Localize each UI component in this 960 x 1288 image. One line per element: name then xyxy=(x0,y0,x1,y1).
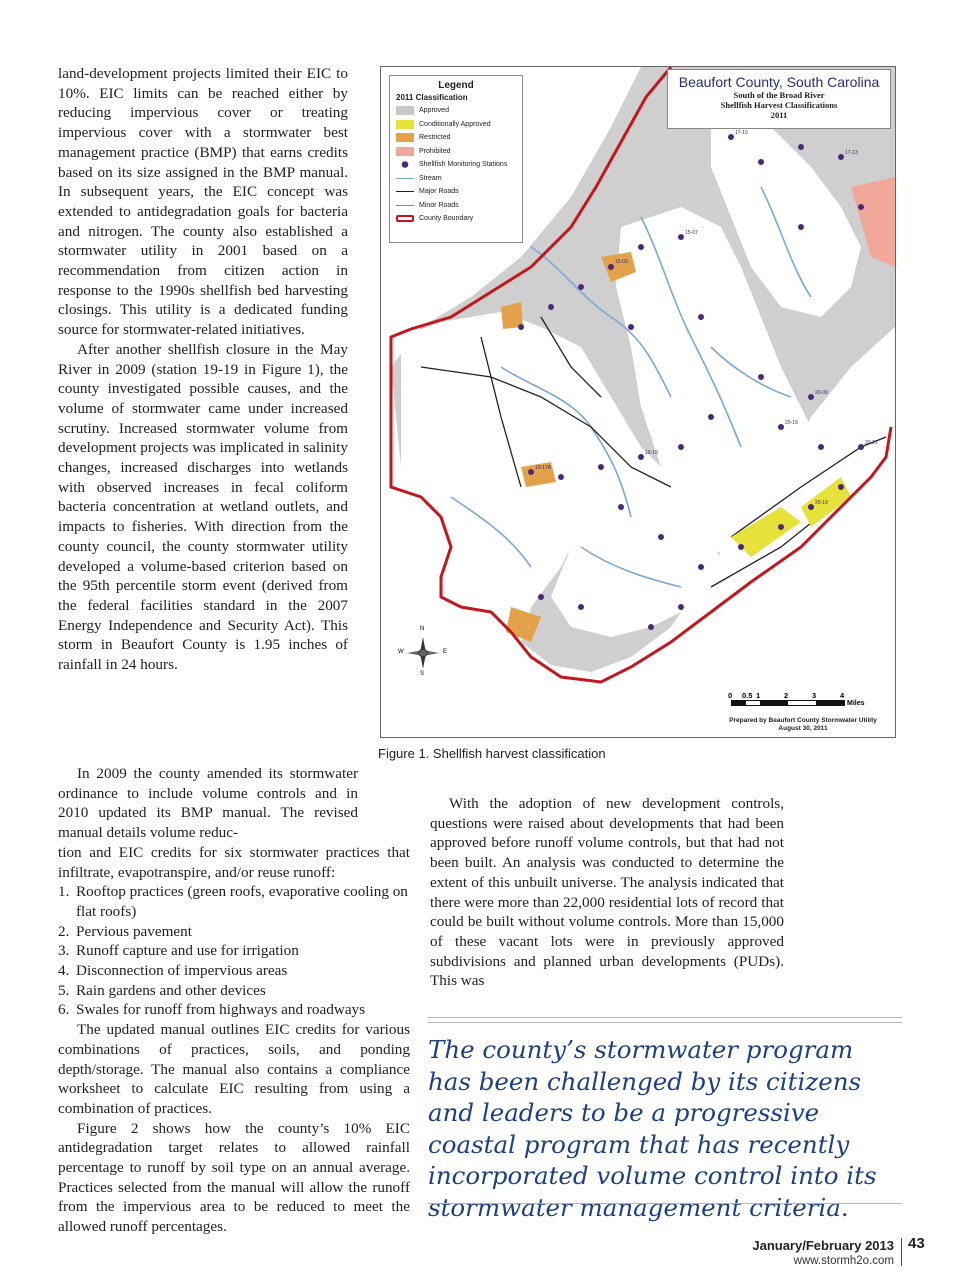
legend-item xyxy=(396,199,522,213)
legend-item xyxy=(396,118,522,132)
scale-bar xyxy=(728,691,881,711)
legend-item xyxy=(396,145,522,159)
map-subtitle: 2011 xyxy=(770,110,788,120)
legend-item xyxy=(396,212,522,226)
scale-label: 1 xyxy=(756,691,761,700)
list-item xyxy=(58,981,410,1001)
compass-rose xyxy=(398,626,448,677)
station-label: 19-19 xyxy=(645,450,658,456)
legend-label: Prohibited xyxy=(419,147,451,155)
legend-label: Shellfish Monitoring Stations xyxy=(419,161,508,169)
list-item-number: 6. xyxy=(58,1001,70,1019)
map-legend xyxy=(389,75,523,243)
station-label: 20-15 xyxy=(785,420,798,426)
list-item-number: 2. xyxy=(58,922,70,940)
legend-item xyxy=(396,172,522,186)
station-label: 19-17A xyxy=(535,465,552,471)
legend-label: Conditionally Approved xyxy=(419,120,491,128)
list-item-text: Disconnection of impervious areas xyxy=(76,962,288,980)
left-column-top xyxy=(58,64,348,675)
list-item xyxy=(58,922,410,942)
paragraph: With the adoption of new development controls, questions were raised about developments that had been approved before runoff volume controls, but that had not been built. An analysis was conducted to determine the extent of this unbuilt universe. The analysis indicated that there were more than 22,000 residential lots of record that could be built without volume controls. More than 15,000 of these vacant lots were in previously approved subdivisions and planned urban developments (PUDs). This was xyxy=(430,795,784,990)
scale-label: 4 xyxy=(840,691,845,700)
legend-label: Minor Roads xyxy=(419,201,459,209)
station-label: 20-21 xyxy=(865,440,878,446)
legend-label: Major Roads xyxy=(419,188,459,196)
footer-url[interactable]: www.stormh2o.com xyxy=(793,1255,894,1267)
compass-s: S xyxy=(420,671,425,677)
pullquote-rule-top xyxy=(428,1022,902,1023)
page-number: 43 xyxy=(908,1235,925,1252)
list-item-text: Runoff capture and use for irrigation xyxy=(76,942,299,960)
legend-item xyxy=(396,131,522,145)
compass-e: E xyxy=(443,649,448,655)
scale-label: 0.5 xyxy=(742,691,753,700)
shellfish-map-figure xyxy=(380,66,896,738)
paragraph: land-development projects limited their EIC to 10%. EIC limits can be reached either by reducing impervious cover or treating impervious cover with a stormwater best management practice (BMP) that earns credits based on its size assigned in the BMP manual. In subsequent years, the EIC concept was extended to antidegradation goals for bacteria and nitrogen. The county also established a stormwater utility in 2001 based on a recommendation from citizen action in response to the 1990s shellfish bed harvesting closings. This utility is a dedicated funding source for stormwater-related initiatives. xyxy=(58,65,348,339)
prepared-by-text: Prepared by Beaufort County Stormwater Utility xyxy=(729,717,877,724)
compass-n: N xyxy=(420,626,425,632)
legend-swatch xyxy=(396,106,414,115)
legend-subtitle: 2011 Classification xyxy=(396,93,468,102)
legend-swatch xyxy=(396,147,414,156)
legend-label: Stream xyxy=(419,174,442,182)
legend-list xyxy=(390,104,522,226)
figure-caption: Figure 1. Shellfish harvest classification xyxy=(378,746,606,761)
prepared-by xyxy=(719,717,887,733)
footer-issue: January/February 2013 xyxy=(752,1238,894,1253)
list-item xyxy=(58,1000,410,1020)
legend-item xyxy=(396,158,522,172)
legend-swatch xyxy=(396,160,414,169)
paragraph: In 2009 the county amended its stormwater ordinance to include volume controls and in 2010 updated its BMP manual. The revised manual details volume reduc- xyxy=(58,765,358,842)
list-item-text: Rain gardens and other devices xyxy=(76,981,266,999)
list-item-text: Rooftop practices (green roofs, evaporative cooling on flat roofs) xyxy=(76,883,408,920)
map-title: Beaufort County, South Carolina xyxy=(678,74,880,90)
legend-swatch xyxy=(396,191,414,192)
station-label: 20-19 xyxy=(815,500,828,506)
paragraph: The updated manual outlines EIC credits for various combinations of practices, soils, and ponding depth/storage. The manual also contains a compliance worksheet to calculate EIC resulting from using a combination of practices. xyxy=(58,1021,410,1117)
footer-divider xyxy=(901,1238,902,1266)
right-column xyxy=(430,794,784,991)
paragraph: Figure 2 shows how the county’s 10% EIC antidegradation target relates to allowed rainfall percentage to runoff by soil type on an annual average. Practices selected from the manual will allow the runoff from the impervious area to be reduced to meet the allowed runoff percentages. xyxy=(58,1119,410,1236)
scale-label: 3 xyxy=(812,691,817,700)
pullquote-rule-top xyxy=(428,1017,902,1018)
legend-swatch xyxy=(396,178,414,179)
legend-label: Approved xyxy=(419,107,449,115)
compass-w: W xyxy=(398,649,404,655)
left-column-bottom xyxy=(58,764,410,1237)
legend-item xyxy=(396,104,522,118)
list-item xyxy=(58,882,410,921)
scale-label: 0 xyxy=(728,691,733,700)
list-item-number: 3. xyxy=(58,942,70,960)
paragraph: After another shellfish closure in the May River in 2009 (station 19-19 in Figure 1), the county investigated possible causes, and the volume of stormwater came under increased scrutiny. Increased stormwater volume from development projects was implicated in salinity changes, increased discharges into wetlands with observed increases in fecal coliform bacteria concentration at wetland outlets, and impacts to fisheries. With direction from the county council, the county stormwater utility developed a volume-based criterion based on the 95th percentile storm event (derived from the federal facilities standard in the 2007 Energy Independence and Security Act). This storm in Beaufort County is 1.95 inches of rainfall in 24 hours. xyxy=(58,340,348,674)
list-item xyxy=(58,961,410,981)
map-subtitle: Shellfish Harvest Classifications xyxy=(720,100,838,110)
list-item-number: 1. xyxy=(58,883,70,901)
station-label: 20-09 xyxy=(815,390,828,396)
map-title-box xyxy=(667,69,891,129)
pull-quote: The county’s stormwater program has been challenged by its citizens and leaders to be a progressive coastal program that has recently incorporated volume control into its stormwater management criteria. xyxy=(428,1035,877,1222)
map-subtitle: South of the Broad River xyxy=(733,90,825,100)
legend-swatch xyxy=(396,215,414,222)
list-item-number: 5. xyxy=(58,981,70,999)
station-label: 17-10 xyxy=(735,130,748,136)
list-item-text: Swales for runoff from highways and roadways xyxy=(76,1001,366,1019)
legend-swatch xyxy=(396,205,414,206)
list-item-number: 4. xyxy=(58,962,70,980)
paragraph: tion and EIC credits for six stormwater practices that infiltrate, evapotranspire, and/or reuse runoff: xyxy=(58,843,410,881)
station-label: 17-13 xyxy=(845,150,858,156)
legend-item xyxy=(396,185,522,199)
legend-title: Legend xyxy=(438,80,474,91)
legend-label: Restricted xyxy=(419,134,451,142)
compass-icon xyxy=(405,635,441,671)
legend-label: County Boundary xyxy=(419,215,474,223)
station-label: 15-07 xyxy=(685,230,698,236)
list-item xyxy=(58,941,410,961)
legend-swatch xyxy=(396,133,414,142)
legend-swatch xyxy=(396,120,414,129)
scale-unit: Miles xyxy=(847,700,865,707)
list-item-text: Pervious pavement xyxy=(76,922,192,940)
station-label: 15-03 xyxy=(615,259,628,265)
prepared-date: August 30, 2011 xyxy=(778,725,828,732)
pullquote-rule-bottom xyxy=(428,1203,902,1204)
scale-bar-graphic xyxy=(731,700,845,706)
scale-labels xyxy=(728,691,881,700)
scale-label: 2 xyxy=(784,691,789,700)
practice-list xyxy=(58,882,410,1020)
